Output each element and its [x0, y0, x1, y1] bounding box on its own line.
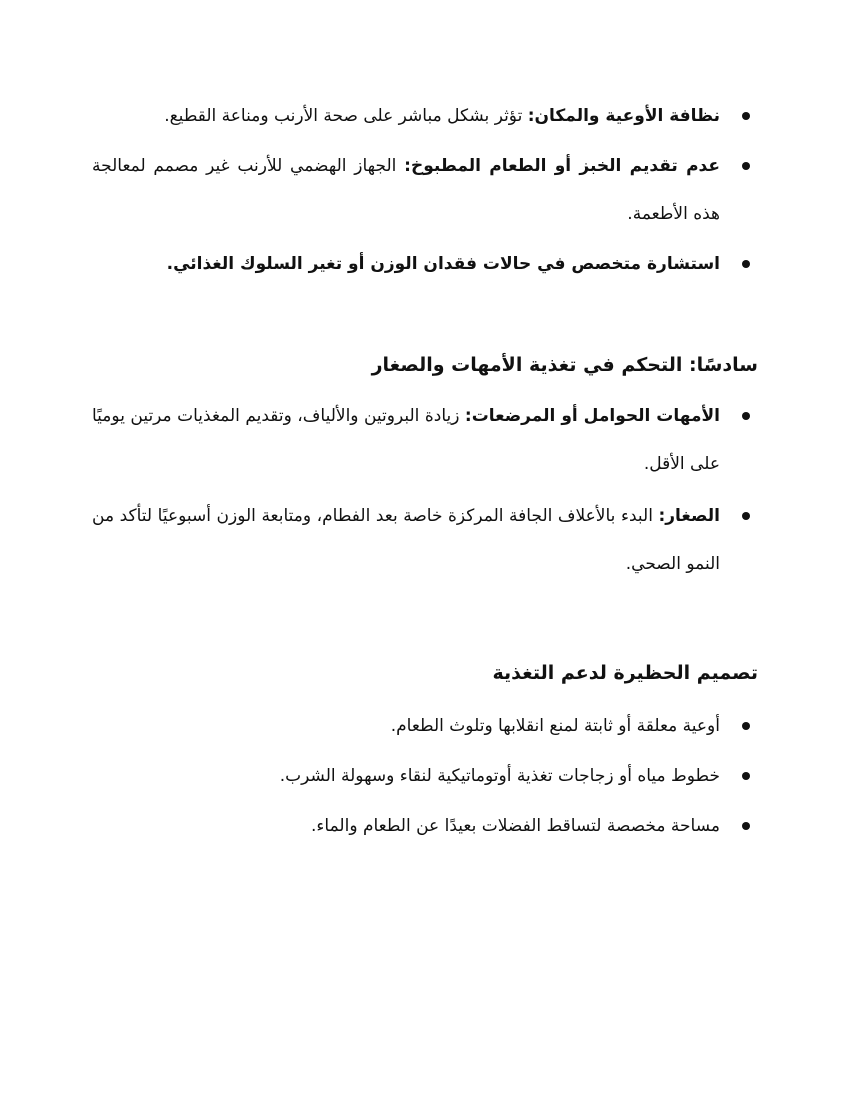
bullet-icon — [742, 112, 750, 120]
list-item — [92, 240, 758, 288]
section-heading-barn-design: تصميم الحظيرة لدعم التغذية — [492, 662, 758, 684]
bullet-icon — [742, 822, 750, 830]
barn-design-list — [92, 702, 758, 850]
item-term: استشارة متخصص في حالات فقدان الوزن أو تغير السلوك الغذائي. — [166, 254, 720, 274]
item-term: الصغار: — [658, 506, 720, 526]
item-text: زيادة البروتين والألياف، وتقديم المغذيات مرتين يوميًا على الأقل. — [92, 406, 720, 474]
item-text: الجهاز الهضمي للأرنب غير مصمم لمعالجة هذه الأطعمة. — [92, 156, 720, 224]
item-text: البدء بالأعلاف الجافة المركزة خاصة بعد الفطام، ومتابعة الوزن أسبوعيًا لتأكد من النمو الصحي. — [92, 506, 720, 574]
list-item — [92, 702, 758, 750]
list-item — [92, 492, 758, 588]
item-term: نظافة الأوعية والمكان: — [527, 106, 720, 126]
item-text: تؤثر بشكل مباشر على صحة الأرنب ومناعة القطيع. — [164, 106, 528, 126]
list-item — [92, 92, 758, 140]
list-item — [92, 752, 758, 800]
item-text: أوعية معلقة أو ثابتة لمنع انقلابها وتلوث الطعام. — [390, 716, 720, 736]
bullet-icon — [742, 162, 750, 170]
list-item — [92, 392, 758, 488]
item-text: مساحة مخصصة لتساقط الفضلات بعيدًا عن الطعام والماء. — [311, 816, 720, 836]
bullet-icon — [742, 260, 750, 268]
care-tips-list — [92, 92, 758, 288]
item-term: عدم تقديم الخبز أو الطعام المطبوخ: — [404, 156, 720, 176]
list-item — [92, 142, 758, 238]
item-term: الأمهات الحوامل أو المرضعات: — [464, 406, 720, 426]
list-item — [92, 802, 758, 850]
item-text: خطوط مياه أو زجاجات تغذية أوتوماتيكية لنقاء وسهولة الشرب. — [279, 766, 720, 786]
bullet-icon — [742, 722, 750, 730]
bullet-icon — [742, 512, 750, 520]
bullet-icon — [742, 412, 750, 420]
section-heading-mothers-young: سادسًا: التحكم في تغذية الأمهات والصغار — [371, 354, 758, 376]
mothers-young-list — [92, 392, 758, 588]
bullet-icon — [742, 772, 750, 780]
